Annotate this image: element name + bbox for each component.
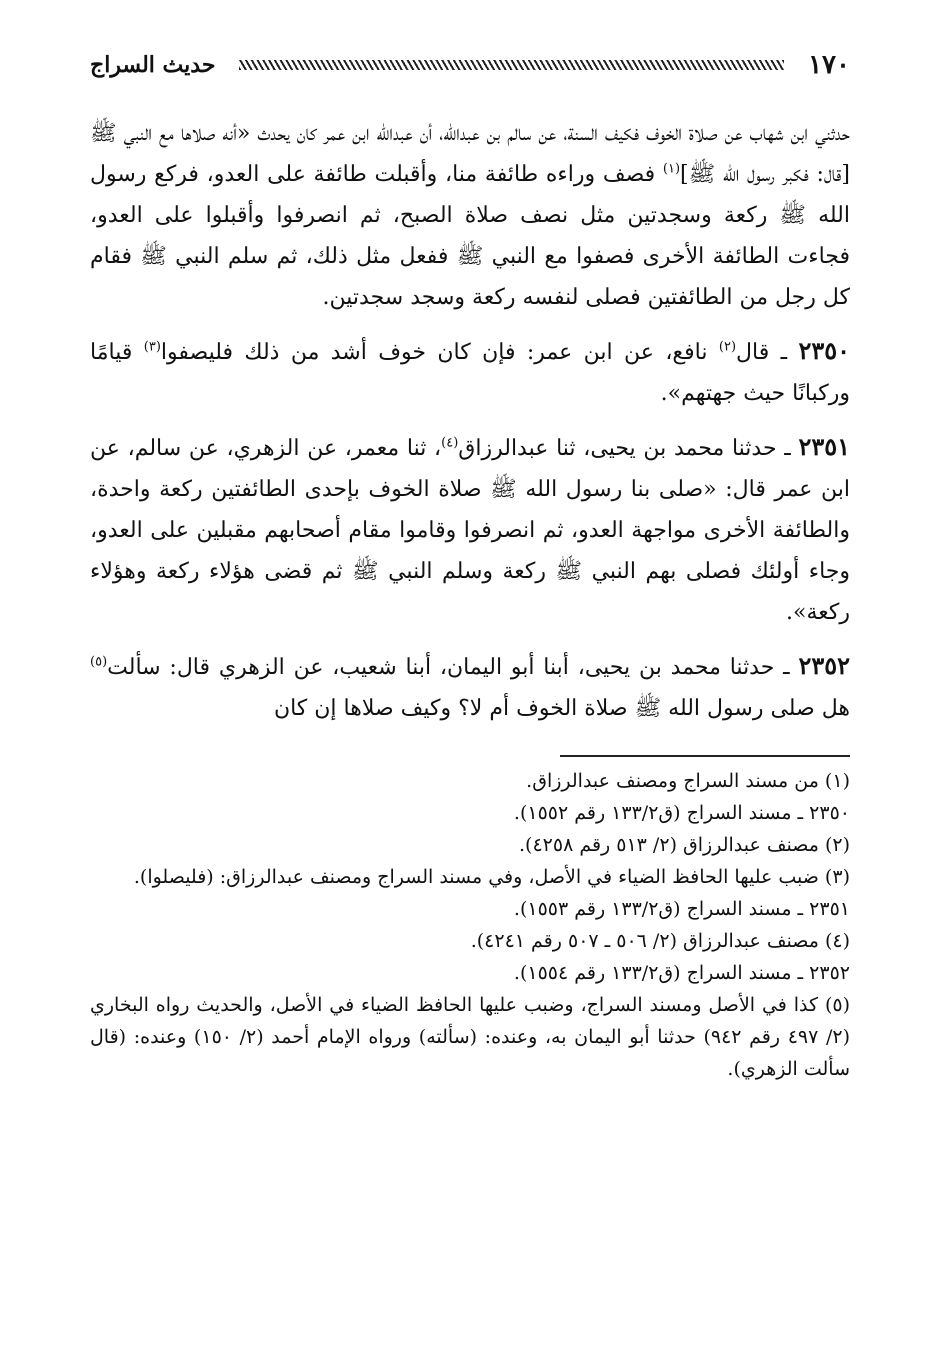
text-run: هل صلى رسول الله ﷺ صلاة الخوف أم لا؟ وكيف صلاها إن كان [273,696,850,721]
text-run: نافع، عن ابن عمر: فإن كان خوف أشد من ذلك فليصفوا [160,340,719,365]
footnote-item: (٥) كذا في الأصل ومسند السراج، وضبب عليها الحافظ الضياء في الأصل، والحديث رواه البخاري (٢/ ٤٩٧ رقم ٩٤٢) حدثنا أبو اليمان به، وعنده: (سألته) ورواه الإمام أحمد (٢/ ١٥٠) وعنده: (قال سألت الزهري). [90,994,851,1080]
header-decorative-rule [239,60,784,70]
text-run: قيامًا وركبانًا حيث جهتهم». [90,340,850,406]
footnote-item: ٢٣٥١ ـ مسند السراج (ق١٣٣/٢ رقم ١٥٥٣). [513,898,850,920]
footnote-item: ٢٣٥٢ ـ مسند السراج (ق١٣٣/٢ رقم ١٥٥٤). [513,962,850,984]
text-run: فصف وراءه طائفة منا، وأقبلت طائفة على العدو، فركع رسول الله ﷺ ركعة وسجدتين مثل نصف صلاة الصبح، ثم انصرفوا وأقبلوا على العدو، فجاءت الطائفة الأخرى فصفوا مع النبي ﷺ ففعل مثل ذلك، ثم سلم النبي ﷺ فقام كل رجل من الطائفتين فصلى لنفسه ركعة وسجد سجدتين. [90,162,850,310]
text-run: ـ حدثنا محمد بن يحيى، أبنا أبو اليمان، أبنا شعيب، عن الزهري قال: سألت [107,655,799,680]
hadith-number: ٢٣٥٢ [798,651,850,680]
paragraph-continuation [90,113,850,318]
footnote-item: (٢) مصنف عبدالرزاق (٢/ ٥١٣ رقم ٤٢٥٨). [519,834,850,856]
text-run: ـ قال [736,340,799,365]
footnote-marker: (١) [662,161,681,177]
main-text [90,113,850,729]
text-run: ، ثنا معمر، عن الزهري، عن سالم، عن ابن عمر قال: «صلى بنا رسول الله ﷺ صلاة الخوف بإحدى الطائفتين ركعة واحدة، والطائفة الأخرى مواجهة العدو، ثم انصرفوا وقاموا مقام أصحابهم مقبلين على العدو، وجاء أولئك فصلى بهم النبي ﷺ ركعة وسلم النبي ﷺ ثم قضى هؤلاء ركعة وهؤلاء ركعة». [90,436,850,625]
book-page [90,45,850,1305]
hadith-number: ٢٣٥٠ [798,336,851,365]
hadith-2352 [90,645,850,729]
footnote-marker: (٤) [441,435,459,451]
running-title: حديث السراج [90,52,216,78]
footnote-marker: (٣) [143,339,161,355]
footnote-item: (٤) مصنف عبدالرزاق (٢/ ٥٠٦ ـ ٥٠٧ رقم ٤٢٤١). [470,930,850,952]
footnote-marker: (٥) [90,654,108,670]
hadith-2351 [90,426,850,633]
text-run: ـ حدثنا محمد بن يحيى، ثنا عبدالرزاق [458,436,799,461]
hadith-number: ٢٣٥١ [798,432,850,461]
footnote-item: (٣) ضبب عليها الحافظ الضياء في الأصل، وفي مسند السراج ومصنف عبدالرزاق: (فليصلوا). [133,866,850,888]
hadith-2350 [90,330,850,414]
footnote-marker: (٢) [718,339,737,355]
footnote-item: ٢٣٥٠ ـ مسند السراج (ق١٣٣/٢ رقم ١٥٥٢). [513,802,850,824]
page-header [90,45,850,85]
page-number: ١٧٠ [808,50,850,80]
text-run: حدثني ابن شهاب عن صلاة الخوف فكيف السنة، عن سالم بن عبدالله، أن عبدالله ابن عمر كان يحدث «أنه صلاها مع النبي ﷺ [قال: فكبر رسول الله ﷺ] [90,121,850,187]
footnote-item: (١) من مسند السراج ومصنف عبدالرزاق. [526,770,850,792]
footnotes [90,765,850,1085]
footnote-divider [560,755,850,757]
